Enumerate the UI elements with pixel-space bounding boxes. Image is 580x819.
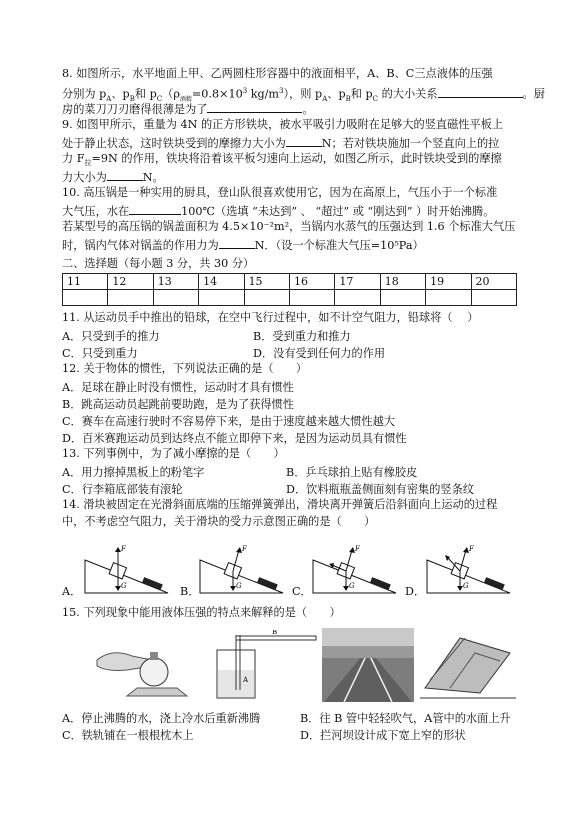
q11-option-b: B．受到重力和推力 (253, 330, 351, 343)
svg-text:F: F (242, 545, 247, 553)
answer-num: 14 (199, 274, 244, 290)
svg-text:G: G (121, 582, 127, 590)
q15-option-b: B．往 B 管中轻轻吹气，A管中的水面上升 (300, 712, 511, 725)
answer-num: 17 (335, 274, 380, 290)
q10-blank1[interactable] (129, 203, 181, 215)
q11-option-a: A．只受到手的推力 (62, 330, 160, 343)
q9-line2: 处于静止状态，这时铁块受到的摩擦力大小为 N；若对铁块施加一个竖直向上的拉 (62, 137, 500, 150)
answer-cell[interactable] (289, 290, 334, 306)
answer-num: 13 (153, 274, 198, 290)
svg-text:G: G (349, 582, 355, 590)
q12-option-d: D．百米赛跑运动员到达终点不能立即停下来，是因为运动员具有惯性 (62, 432, 407, 445)
q9-line4: 力大小为 N。 (62, 171, 164, 184)
q14-label-d: D． (405, 585, 426, 598)
svg-text:B: B (272, 630, 278, 636)
svg-text:F: F (121, 545, 126, 553)
q8-line3: 房的菜刀刀刃磨得很薄是为了 。 (62, 103, 314, 116)
q9-line3: 力 $F_拉=9N$ 的作用，铁块将沿着该平板匀速向上运动，如图乙所示，此时铁块受到的摩擦 (62, 152, 502, 168)
q12-option-a: A．足球在静止时没有惯性，运动时才具有惯性 (62, 381, 294, 394)
q13-option-d: D．饮料瓶瓶盖侧面刻有密集的竖条纹 (286, 483, 474, 496)
q15-option-d: D．拦河坝设计成下宽上窄的形状 (300, 729, 466, 742)
q14-label-a: A． (62, 585, 82, 598)
answer-cell[interactable] (108, 290, 153, 306)
svg-text:G: G (463, 582, 469, 590)
answer-cell[interactable] (471, 290, 516, 306)
q14-label-c: C． (292, 585, 312, 598)
q12-option-c: C．赛车在高速行驶时不容易停下来，是由于速度越来越大惯性越大 (62, 415, 395, 428)
answer-num: 11 (63, 274, 108, 290)
q15-option-a: A．停止沸腾的水，浇上冷水后重新沸腾 (62, 712, 261, 725)
q14-figure-c (308, 538, 403, 598)
q14-label-b: B． (180, 585, 200, 598)
q11-stem: 11. 从运动员手中推出的铅球，在空中飞行过程中，如不计空气阻力，铅球将（ ） (62, 311, 479, 324)
q14-figure-d (422, 538, 517, 598)
q15-image-tubes (212, 630, 322, 702)
answer-num: 19 (426, 274, 471, 290)
answer-num: 12 (108, 274, 153, 290)
answer-num: 15 (244, 274, 289, 290)
q14-figure-a (80, 538, 175, 598)
q15-stem: 15. 下列现象中能用液体压强的特点来解释的是（ ） (62, 606, 341, 619)
q10-line1: 10. 高压锅是一种实用的厨具，登山队很喜欢使用它，因为在高原上，气压小于一个标准 (62, 186, 498, 199)
answer-header-row (63, 274, 517, 290)
answer-num: 18 (380, 274, 425, 290)
answer-cell[interactable] (244, 290, 289, 306)
q8-line2: 分别为 $p_A$、$p_B$和 $p_C(\rho_{酒精}=0.8\times 10^3$ $kg/m^3$），则 $p_A$、$p_B$和 $p_C$ 的大小关系 。厨 (62, 87, 545, 103)
q14-line1: 14. 滑块被固定在光滑斜面底端的压缩弹簧弹出，滑块离开弹簧后沿斜面向上运动的过程 (62, 498, 498, 511)
q10-line4: 时，锅内气体对锅盖的作用力为 N．（设一个标准大气压=10⁵Pa） (62, 239, 424, 252)
q13-option-c: C．行李箱底部装有滚轮 (62, 483, 183, 496)
q9-blank1[interactable] (286, 135, 322, 147)
svg-text:F: F (469, 545, 474, 553)
q10-blank2[interactable] (219, 237, 255, 249)
answer-cell[interactable] (153, 290, 198, 306)
q10-line3: 若某型号的高压锅的锅盖面积为 4.5×10⁻²m²，当锅内水蒸气的压强达到 1.6 个标准大气压 (62, 220, 516, 233)
q13-stem: 13. 下列事例中，为了减小摩擦的是（ ） (62, 447, 285, 460)
q14-figure-b (195, 538, 290, 598)
q11-option-d: D．没有受到任何力的作用 (253, 347, 386, 360)
answer-num: 20 (471, 274, 516, 290)
q13-option-b: B．乒乓球拍上贴有橡胶皮 (286, 466, 418, 479)
answer-blank-row (63, 290, 517, 306)
answer-cell[interactable] (63, 290, 108, 306)
answer-cell[interactable] (426, 290, 471, 306)
q8-blank1[interactable] (438, 86, 523, 98)
answer-table (62, 273, 517, 306)
svg-text:F: F (355, 545, 360, 553)
q15-image-railway (322, 628, 414, 702)
q8-blank2[interactable] (207, 101, 302, 113)
answer-num: 16 (289, 274, 334, 290)
answer-cell[interactable] (380, 290, 425, 306)
q12-stem: 12. 关于物体的惯性，下列说法正确的是（ ） (62, 362, 308, 375)
answer-cell[interactable] (335, 290, 380, 306)
svg-text:G: G (236, 582, 242, 590)
q14-line2: 中，不考虑空气阻力，关于滑块的受力示意图正确的是（ ） (62, 515, 376, 528)
q9-blank2[interactable] (107, 169, 143, 181)
section-heading: 二、选择题（每小题 3 分，共 30 分） (62, 257, 255, 270)
svg-text:A: A (243, 676, 249, 684)
q12-option-b: B．跳高运动员起跳前要助跑，是为了获得惯性 (62, 398, 294, 411)
q10-line2: 大气压，水在 100℃（选填 “未达到” 、 “超过” 或 “刚达到” ）时开始沸腾。 (62, 205, 495, 218)
answer-cell[interactable] (199, 290, 244, 306)
q9-line1: 9. 如图甲所示，重量为 4N 的正方形铁块，被水平吸引力吸附在足够大的竖直磁性平板上 (62, 118, 504, 131)
q8-line1: 8. 如图所示，水平地面上甲、乙两圆柱形容器中的液面相平，A、B、C三点液体的压强 (62, 67, 493, 80)
q13-option-a: A．用力擦掉黑板上的粉笔字 (62, 466, 205, 479)
q11-option-c: C．只受到重力 (62, 347, 138, 360)
q15-image-dam (420, 628, 516, 700)
q15-image-flask (92, 630, 192, 702)
q15-option-c: C．铁轨铺在一根根枕木上 (62, 729, 194, 742)
